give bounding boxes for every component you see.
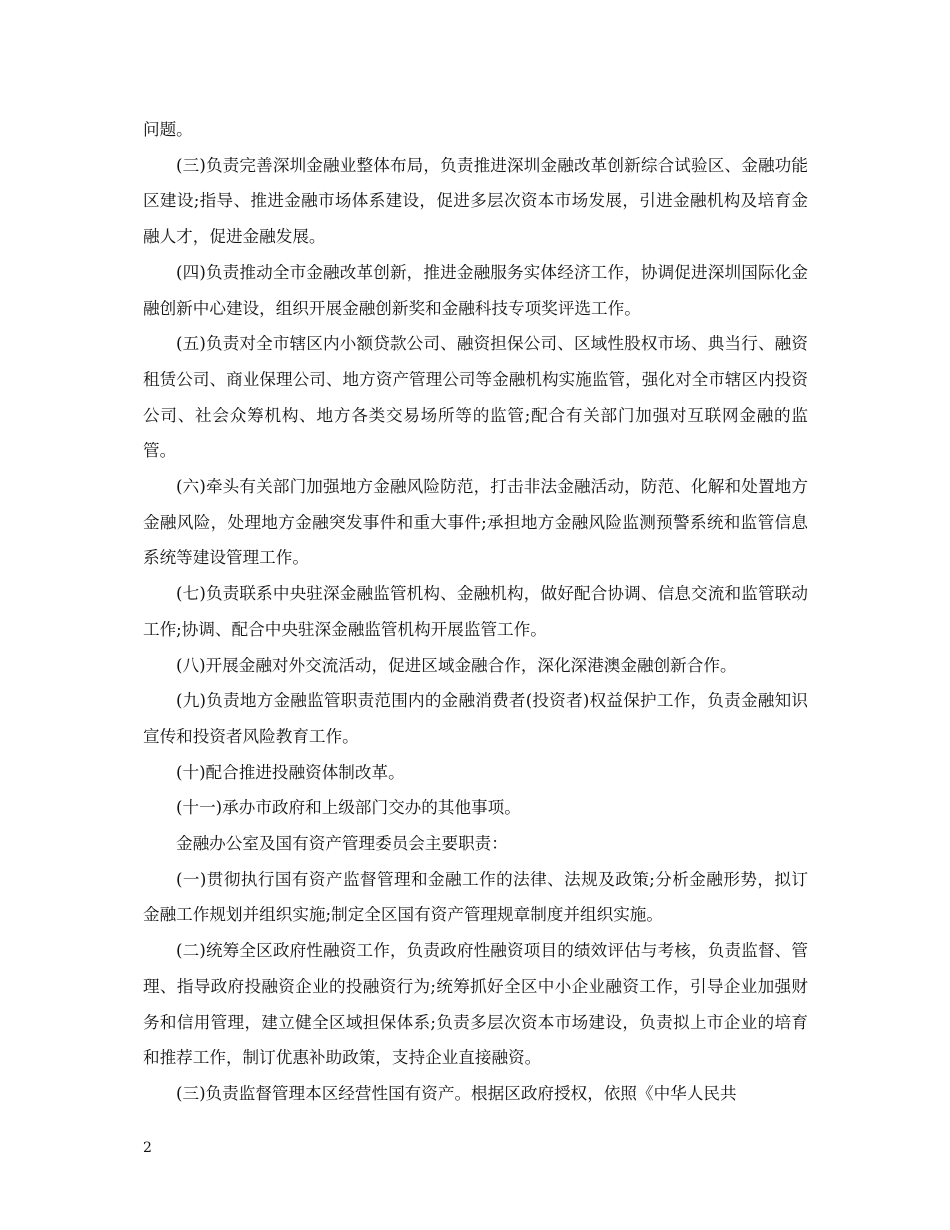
section-heading-duties: 金融办公室及国有资产管理委员会主要职责：: [176, 834, 508, 854]
paragraph-duty-1: (一)贯彻执行国有资产监督管理和金融工作的法律、法规及政策;分析金融形势，拟订金融工作规划并组织实施;制定全区国有资产管理规章制度并组织实施。: [143, 869, 808, 925]
paragraph-item-9: (九)负责地方金融监管职责范围内的金融消费者(投资者)权益保护工作，负责金融知识宣传和投资者风险教育工作。: [143, 691, 808, 746]
page-number: 2: [143, 1140, 152, 1156]
paragraph-item-5: (五)负责对全市辖区内小额贷款公司、融资担保公司、区域性股权市场、典当行、融资租赁公司、商业保理公司、地方资产管理公司等金融机构实施监管，强化对全市辖区内投资公司、社会众筹机构、地方各类交易场所等的监管;配合有关部门加强对互联网金融的监管。: [143, 334, 808, 461]
paragraph-item-6: (六)牵头有关部门加强地方金融风险防范，打击非法金融活动，防范、化解和处置地方金融风险，处理地方金融突发事件和重大事件;承担地方金融风险监测预警系统和监管信息系统等建设管理工作。: [143, 477, 808, 568]
paragraph-continuation: 问题。: [143, 120, 193, 139]
paragraph-duty-2: (二)统筹全区政府性融资工作，负责政府性融资项目的绩效评估与考核，负责监督、管理、指导政府投融资企业的投融资行为;统筹抓好全区中小企业融资工作，引导企业加强财务和信用管理，建立健全区域担保体系;负责多层次资本市场建设，负责拟上市企业的培育和推荐工作，制订优惠补助政策，支持企业直接融资。: [143, 941, 808, 1068]
paragraph-item-11: (十一)承办市政府和上级部门交办的其他事项。: [176, 798, 521, 818]
paragraph-item-8: (八)开展金融对外交流活动，促进区域金融合作，深化深港澳金融创新合作。: [176, 655, 737, 675]
paragraph-duty-3: (三)负责监督管理本区经营性国有资产。根据区政府授权，依照《中华人民共: [176, 1083, 737, 1103]
paragraph-item-4: (四)负责推动全市金融改革创新，推进金融服务实体经济工作，协调促进深圳国际化金融创新中心建设，组织开展金融创新奖和金融科技专项奖评选工作。: [143, 262, 808, 318]
paragraph-item-7: (七)负责联系中央驻深金融监管机构、金融机构，做好配合协调、信息交流和监管联动工作;协调、配合中央驻深金融监管机构开展监管工作。: [143, 584, 808, 639]
paragraph-item-10: (十)配合推进投融资体制改革。: [176, 762, 405, 782]
document-body: [143, 112, 808, 1112]
paragraph-item-3: (三)负责完善深圳金融业整体布局，负责推进深圳金融改革创新综合试验区、金融功能区建设;指导、推进金融市场体系建设，促进多层次资本市场发展，引进金融机构及培育金融人才，促进金融发展。: [143, 155, 808, 247]
